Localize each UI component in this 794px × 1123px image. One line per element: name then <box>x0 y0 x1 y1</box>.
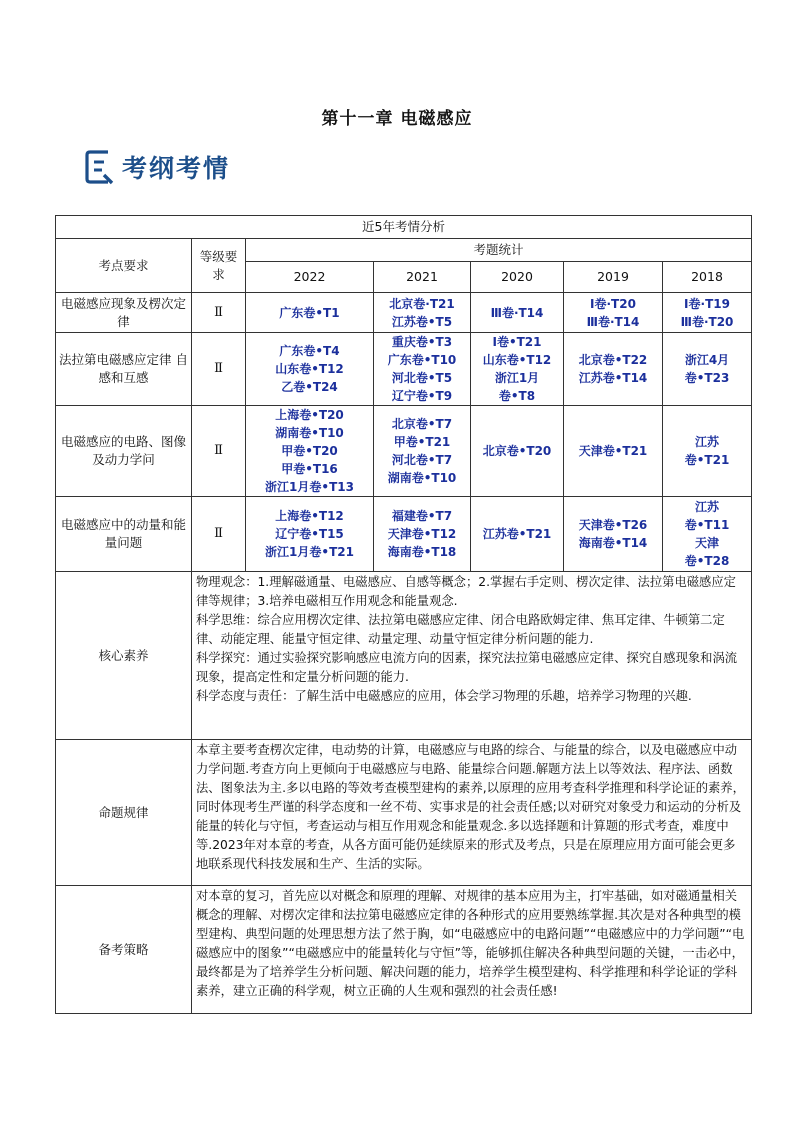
header-year: 2021 <box>374 262 471 293</box>
entry: 甲卷•T21 <box>393 435 451 449</box>
header-year: 2020 <box>471 262 564 293</box>
topic-cell: 法拉第电磁感应定律 自感和互感 <box>56 333 192 406</box>
header-stats: 考题统计 <box>246 239 752 262</box>
entry: 江苏 <box>695 435 720 449</box>
proposition-rule-content: 本章主要考查楞次定律，电动势的计算，电磁感应与电路的综合、与能量的综合，以及电磁感应中动力学问题.考查方向上更倾向于电磁感应与电路、能量综合问题.解题方法上以等效法、程序法、函数法、图象法为主.多以电路的等效考查模型建构的素养,以原理的应用考查科学推理和科学论证的素养，同时体现考生严谨的科学态度和一丝不苟、实事求是的社会责任感;以对研究对象受力和运动的分析及能量的转化与守恒，考查运动与相互作用观念和能量观念.多以选择题和计算题的形式考查，难度中等.2023年对本章的考查，从各方面可能仍延续原来的形式及考点，只是在原理应用方面可能会更多地联系现代科技发展和生产、生活的实际。 <box>192 740 752 886</box>
entry: 浙江4月 <box>684 353 730 367</box>
entry: 天津卷•T21 <box>578 444 648 458</box>
cell-2022 <box>246 293 374 333</box>
topic-cell: 电磁感应中的动量和能量问题 <box>56 497 192 572</box>
table-row <box>56 293 752 333</box>
cell-2019 <box>564 406 663 497</box>
cell-2021 <box>374 406 471 497</box>
entry: Ⅲ卷·T20 <box>680 314 734 329</box>
header-year: 2019 <box>564 262 663 293</box>
core-paragraph: 物理观念：1.理解磁通量、电磁感应、自感等概念；2.掌握右手定则、楞次定律、法拉第电磁感应定律等规律；3.培养电磁相互作用观念和能量观念. <box>196 575 736 608</box>
cell-2019 <box>564 497 663 572</box>
cell-2022 <box>246 406 374 497</box>
cell-2022 <box>246 333 374 406</box>
cell-2018 <box>663 293 752 333</box>
entry: 福建卷•T7 <box>391 509 453 523</box>
entry: 山东卷•T12 <box>482 353 552 367</box>
header-year: 2022 <box>246 262 374 293</box>
entry: 北京卷•T20 <box>482 444 552 458</box>
entry: 卷•T8 <box>498 389 536 403</box>
entry: 海南卷•T18 <box>387 545 457 559</box>
entry: 天津 <box>695 536 720 550</box>
entry: 江苏卷•T14 <box>578 371 648 385</box>
entry: 上海卷•T20 <box>275 408 344 422</box>
table-row <box>56 497 752 572</box>
cell-2018 <box>663 333 752 406</box>
cell-2020 <box>471 406 564 497</box>
core-paragraph: 科学探究：通过实验探究影响感应电流方向的因素，探究法拉第电磁感应定律、探究自感现象和涡流现象，提高定性和定量分析问题的能力. <box>196 651 738 684</box>
entry: 江苏卷•T21 <box>482 527 552 541</box>
entry: 卷•T23 <box>684 371 730 385</box>
table-caption: 近5年考情分析 <box>56 216 752 239</box>
entry: 广东卷•T4 <box>279 344 340 358</box>
core-paragraph: 科学态度与责任：了解生活中电磁感应的应用，体会学习物理的乐趣，培养学习物理的兴趣. <box>196 689 692 703</box>
core-literacy-label: 核心素养 <box>56 572 192 740</box>
header-level: 等级要求 <box>192 239 246 293</box>
core-literacy-content <box>192 572 752 740</box>
level-cell: Ⅱ <box>192 406 246 497</box>
strategy-row <box>56 886 752 1014</box>
proposition-rule-label: 命题规律 <box>56 740 192 886</box>
entry: 浙江1月 <box>494 371 540 385</box>
entry: 重庆卷•T3 <box>391 335 453 349</box>
proposition-rule-row <box>56 740 752 886</box>
entry: 北京卷•T22 <box>578 353 648 367</box>
exam-analysis-table <box>55 215 752 1014</box>
entry: 卷•T21 <box>684 453 730 467</box>
cell-2018 <box>663 497 752 572</box>
level-cell: Ⅱ <box>192 497 246 572</box>
entry: 广东卷•T10 <box>387 353 457 367</box>
header-year: 2018 <box>663 262 752 293</box>
strategy-content: 对本章的复习，首先应以对概念和原理的理解、对规律的基本应用为主，打牢基础，如对磁通量相关概念的理解、对楞次定律和法拉第电磁感应定律的各种形式的应用要熟练掌握.其次是对各种典型的模型建构、典型问题的处理思想方法了然于胸，如“电磁感应中的电路问题”“电磁感应中的力学问题”“电磁感应中的图象”“电磁感应中的能量转化与守恒”等，能够抓住解决各种典型问题的关键，一击必中，最终都是为了培养学生分析问题、解决问题的能力，培养学生模型建构、科学推理和科学论证的学科素养，建立正确的科学观，树立正确的人生观和强烈的社会责任感! <box>192 886 752 1014</box>
cell-2019 <box>564 293 663 333</box>
cell-2019 <box>564 333 663 406</box>
entry: 山东卷•T12 <box>275 362 344 376</box>
entry: 甲卷•T16 <box>281 462 338 476</box>
entry: Ⅲ卷·T14 <box>490 305 544 320</box>
entry: Ⅰ卷·T19 <box>684 296 730 311</box>
entry: 江苏 <box>695 500 720 514</box>
entry: 河北卷•T7 <box>391 453 453 467</box>
entry: 卷•T28 <box>684 554 730 568</box>
entry: 乙卷•T24 <box>281 380 338 394</box>
core-paragraph: 科学思维：综合应用楞次定律、法拉第电磁感应定律、闭合电路欧姆定律、焦耳定律、牛顿第二定律、动能定理、能量守恒定律、动量定理、动量守恒定律分析问题的能力. <box>196 613 725 646</box>
topic-cell: 电磁感应的电路、图像及动力学问 <box>56 406 192 497</box>
entry: 辽宁卷•T9 <box>391 389 453 403</box>
section-header <box>84 146 230 188</box>
entry: Ⅲ卷·T14 <box>586 314 640 329</box>
section-label: 考纲考情 <box>122 154 231 183</box>
entry: 天津卷•T26 <box>578 518 648 532</box>
entry: Ⅰ卷•T21 <box>492 335 542 349</box>
entry: Ⅰ卷·T20 <box>590 296 636 311</box>
cell-2018 <box>663 406 752 497</box>
level-cell: Ⅱ <box>192 333 246 406</box>
notebook-icon <box>84 149 116 185</box>
entry: 辽宁卷•T15 <box>275 527 344 541</box>
entry: 卷•T11 <box>684 518 730 532</box>
entry: 海南卷•T14 <box>578 536 648 550</box>
cell-2020 <box>471 333 564 406</box>
level-cell: Ⅱ <box>192 293 246 333</box>
cell-2020 <box>471 497 564 572</box>
cell-2020 <box>471 293 564 333</box>
entry: 江苏卷•T5 <box>391 314 453 329</box>
header-topic: 考点要求 <box>56 239 192 293</box>
entry: 甲卷•T20 <box>281 444 338 458</box>
entry: 上海卷•T12 <box>275 509 344 523</box>
entry: 浙江1月卷•T21 <box>265 545 354 559</box>
entry: 北京卷•T7 <box>391 417 453 431</box>
core-literacy-row <box>56 572 752 740</box>
topic-cell: 电磁感应现象及楞次定律 <box>56 293 192 333</box>
cell-2021 <box>374 333 471 406</box>
entry: 河北卷•T5 <box>391 371 453 385</box>
entry: 浙江1月卷•T13 <box>265 480 354 494</box>
table-row <box>56 406 752 497</box>
entry: 广东卷•T1 <box>279 305 340 320</box>
table-row <box>56 333 752 406</box>
cell-2021 <box>374 293 471 333</box>
chapter-title: 第十一章 电磁感应 <box>321 109 473 129</box>
cell-2022 <box>246 497 374 572</box>
entry: 湖南卷•T10 <box>387 471 457 485</box>
strategy-label: 备考策略 <box>56 886 192 1014</box>
entry: 天津卷•T12 <box>387 527 457 541</box>
entry: 北京卷·T21 <box>389 296 455 311</box>
entry: 湖南卷•T10 <box>275 426 344 440</box>
cell-2021 <box>374 497 471 572</box>
